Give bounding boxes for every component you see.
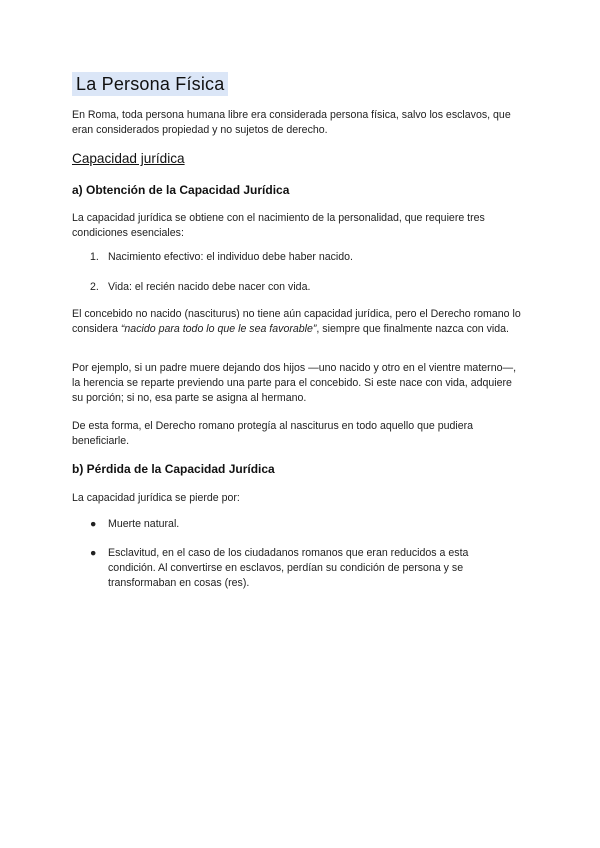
list-item-text: Nacimiento efectivo: el individuo debe haber nacido. [108, 251, 353, 263]
list-item [90, 517, 510, 532]
bullet-icon: ● [90, 547, 97, 559]
list-item [90, 280, 510, 295]
list-item-text: Vida: el recién nacido debe nacer con vida. [108, 281, 311, 293]
list-item-text: Muerte natural. [108, 518, 180, 530]
intro-paragraph: En Roma, toda persona humana libre era considerada persona física, salvo los esclavos, que eran considerados propiedad y no sujetos de derecho. [72, 109, 511, 136]
example-paragraph: Por ejemplo, si un padre muere dejando dos hijos —uno nacido y otro en el vientre materno—, la herencia se reparte previendo una parte para el concebido. Si este nace con vida, adquiere su porción; si no, esa parte se asigna al hermano. [72, 362, 517, 404]
subsection-b-heading: b) Pérdida de la Capacidad Jurídica [72, 462, 275, 476]
subsection-a-heading: a) Obtención de la Capacidad Jurídica [72, 183, 290, 197]
list-marker: 1. [90, 251, 99, 263]
page-title: La Persona Física [72, 72, 228, 96]
list-item-text: Esclavitud, en el caso de los ciudadanos romanos que eran reducidos a esta condición. Al convertirse en esclavos, perdían su condición de persona y se transformaban en cosas (res). [108, 547, 469, 589]
nasciturus-text-end: , siempre que finalmente nazca con vida. [316, 323, 509, 335]
list-item [90, 546, 510, 591]
list-item [90, 250, 510, 265]
nasciturus-paragraph [72, 307, 524, 337]
nasciturus-text-start: El concebido no nacido (nasciturus) no tiene aún capacidad jurídica, pero el Derecho romano lo considera [72, 308, 521, 335]
conclusion-paragraph: De esta forma, el Derecho romano protegía al nasciturus en todo aquello que pudiera beneficiarle. [72, 420, 474, 447]
subsection-b-lead: La capacidad jurídica se pierde por: [72, 492, 240, 504]
bullet-icon: ● [90, 518, 97, 530]
list-marker: 2. [90, 281, 99, 293]
section-heading: Capacidad jurídica [72, 151, 185, 166]
nasciturus-quote: “nacido para todo lo que le sea favorable” [120, 323, 317, 335]
subsection-a-lead: La capacidad jurídica se obtiene con el nacimiento de la personalidad, que requiere tres condiciones esenciales: [72, 212, 485, 239]
